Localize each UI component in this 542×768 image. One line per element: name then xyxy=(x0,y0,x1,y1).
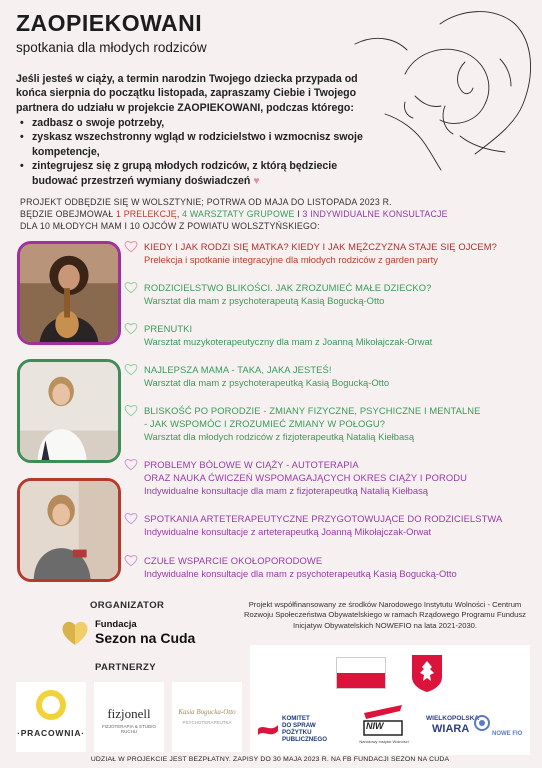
event-desc: Warsztat dla mam z psychoterapeutką Kasią Bogucką-Otto xyxy=(144,377,390,388)
event-title-cont: - JAK WSPOMÓC I ZROZUMIEĆ ZMIANY W POŁOGU? xyxy=(144,418,386,429)
benefit-item: • zintegrujesz się z grupą młodych rodziców, z którą będziecie budować przestrzeń wymiany doświadczeń ♥ xyxy=(20,159,365,188)
polish-emblem-icon xyxy=(410,653,444,693)
partner-name: fizjonell xyxy=(107,706,151,721)
project-line-1: PROJEKT ODBĘDZIE SIĘ W WOLSZTYNIE; POTRWA OD MAJA DO LISTOPADA 2023 R. xyxy=(20,197,392,207)
heart-outline-icon xyxy=(124,458,138,471)
footer-note: UDZIAŁ W PROJEKCIE JEST BEZPŁATNY. ZAPISY DO 30 MAJA 2023 R. NA FB FUNDACJI SEZON NA CUDA xyxy=(90,756,450,763)
page-subtitle: spotkania dla młodych rodziców xyxy=(16,40,207,55)
partners-label: PARTNERZY xyxy=(95,662,156,673)
event-title: PROBLEMY BÓLOWE W CIĄŻY - AUTOTERAPIA xyxy=(144,459,359,470)
organizer-label: ORGANIZATOR xyxy=(90,600,165,611)
kpp-logo-text: KOMITET DO SPRAW POŻYTKU PUBLICZNEGO xyxy=(282,715,328,743)
event-6 xyxy=(124,458,536,497)
event-2 xyxy=(124,281,536,307)
heart-outline-icon xyxy=(124,404,138,417)
event-title: BLISKOŚĆ PO PORODZIE - ZMIANY FIZYCZNE, PSYCHICZNE I MENTALNE xyxy=(144,405,481,416)
event-desc: Indywidualne konsultacje dla mam z fizjoterapeutką Natalią Kiełbasą xyxy=(144,485,429,496)
heart-outline-icon xyxy=(124,240,138,253)
photo-physiotherapist xyxy=(17,478,121,582)
government-logos xyxy=(250,645,530,755)
partner-fizjonell-logo xyxy=(94,682,164,752)
photo-music-therapist xyxy=(17,241,121,345)
heart-outline-icon xyxy=(124,322,138,335)
nowe-fio-text: NOWE FIO xyxy=(492,731,523,737)
niw-logo-subtext: Narodowy Instytut Wolności xyxy=(359,739,409,744)
event-5 xyxy=(124,404,536,443)
organizer-name: Sezon na Cuda xyxy=(95,630,196,646)
event-desc: Indywidualne konsultacje dla mam z psychoterapeutką Kasią Bogucką-Otto xyxy=(144,568,457,579)
workshops-count: 4 WARSZTATY GRUPOWE xyxy=(182,209,295,219)
heart-outline-icon xyxy=(124,512,138,525)
event-3 xyxy=(124,322,536,348)
wiara-logo-line2: WIARA xyxy=(432,723,470,735)
consults-count: 3 INDYWIDUALNE KONSULTACJE xyxy=(302,209,448,219)
event-title-cont: ORAZ NAUKA ĆWICZEŃ WSPOMAGAJĄCYCH OKRES CIĄŻY I PORODU xyxy=(144,472,467,483)
sun-circle-icon xyxy=(34,688,68,722)
event-desc: Indywidualne konsultacje z arteterapeutką Joanną Mikołajczak-Orwat xyxy=(144,526,432,537)
event-title: SPOTKANIA ARTETERAPEUTYCZNE PRZYGOTOWUJĄCE DO RODZICIELSTWA xyxy=(144,513,503,524)
heart-icon: ♥ xyxy=(253,174,260,187)
event-title: NAJLEPSZA MAMA - TAKA, JAKA JESTEŚ! xyxy=(144,364,332,375)
niw-logo-icon xyxy=(360,703,406,737)
organizer-name-small: Fundacja xyxy=(95,619,137,630)
sezon-na-cuda-heart-logo-icon xyxy=(60,618,90,648)
benefit-item: • zyskasz wszechstronny wgląd w rodzicielstwo i wzmocnisz swoje kompetencje, xyxy=(20,130,365,159)
heart-outline-icon xyxy=(124,281,138,294)
event-title: RODZICIELSTWO BLIKOŚCI. JAK ZROZUMIEĆ MAŁE DZIECKO? xyxy=(144,282,432,293)
project-line-3: DLA 10 MŁODYCH MAM I 10 OJCÓW Z POWIATU WOLSZTYŃSKIEGO: xyxy=(20,221,320,231)
heart-outline-icon xyxy=(124,363,138,376)
mother-baby-line-art xyxy=(345,4,540,172)
partner-pracownia-logo xyxy=(16,682,86,752)
benefits-list xyxy=(20,116,365,188)
kpp-flag-icon xyxy=(256,719,280,735)
project-info xyxy=(20,196,530,232)
partner-kasia-logo xyxy=(172,682,242,752)
project-line-2: BĘDZIE OBEJMOWAŁ 1 PRELEKCJĘ, 4 WARSZTATY GRUPOWE I 3 INDYWIDUALNE KONSULTACJE xyxy=(20,209,448,219)
partner-tagline: PSYCHOTERAPEUTKA xyxy=(182,720,232,725)
event-1 xyxy=(124,240,536,266)
event-title: CZUŁE WSPARCIE OKOŁOPORODOWE xyxy=(144,555,323,566)
heart-outline-icon xyxy=(124,554,138,567)
lectures-count: 1 PRELEKCJĘ xyxy=(115,209,177,219)
event-desc: Warsztat muzykoterapeutyczny dla mam z Joanną Mikołajczak-Orwat xyxy=(144,336,433,347)
wiara-logo-line1: WIELKOPOLSKA xyxy=(426,715,480,722)
event-desc: Warsztat dla mam z psychoterapeutą Kasią Bogucką-Otto xyxy=(144,295,385,306)
event-desc: Warsztat dla młodych rodziców z fizjoterapeutką Natalią Kiełbasą xyxy=(144,431,415,442)
event-8 xyxy=(124,554,536,580)
intro-text: Jeśli jesteś w ciąży, a termin narodzin Twojego dziecka przypada od końca sierpnia do początku listopada, zapraszamy Ciebie i Twojego partnera do udziału w projekcie ZAOPIEKOWANI, podczas którego: xyxy=(16,73,358,114)
photo-psychotherapist xyxy=(17,359,121,463)
polish-flag-icon xyxy=(336,657,386,689)
partner-name: Kasia Bogucka-Otto xyxy=(178,708,236,716)
event-title: KIEDY I JAK RODZI SIĘ MATKA? KIEDY I JAK MĘŻCZYZNA STAJE SIĘ OJCEM? xyxy=(144,241,497,252)
funding-note: Projekt współfinansowany ze środków Narodowego Instytutu Wolności - Centrum Rozwoju Społeczeństwa Obywatelskiego w ramach Rządowego Programu Fundusz Inicjatyw Obywatelskich NOWEFIO na lata 2021-2030. xyxy=(244,600,526,630)
niw-logo-text: NIW xyxy=(366,721,384,731)
event-desc: Prelekcja i spotkanie integracyjne dla młodych rodziców z garden party xyxy=(144,254,438,265)
partner-name: ·PRACOWNIA· xyxy=(17,728,85,738)
event-4 xyxy=(124,363,536,389)
event-title: PRENUTKI xyxy=(144,323,193,334)
event-7 xyxy=(124,512,536,538)
nowe-fio-icon xyxy=(474,715,490,731)
partner-tagline: FIZJOTERAPIA & STUDIO RUCHU xyxy=(101,724,156,734)
page-title: ZAOPIEKOWANI xyxy=(16,10,203,36)
benefit-item: • zadbasz o swoje potrzeby, xyxy=(20,116,365,130)
